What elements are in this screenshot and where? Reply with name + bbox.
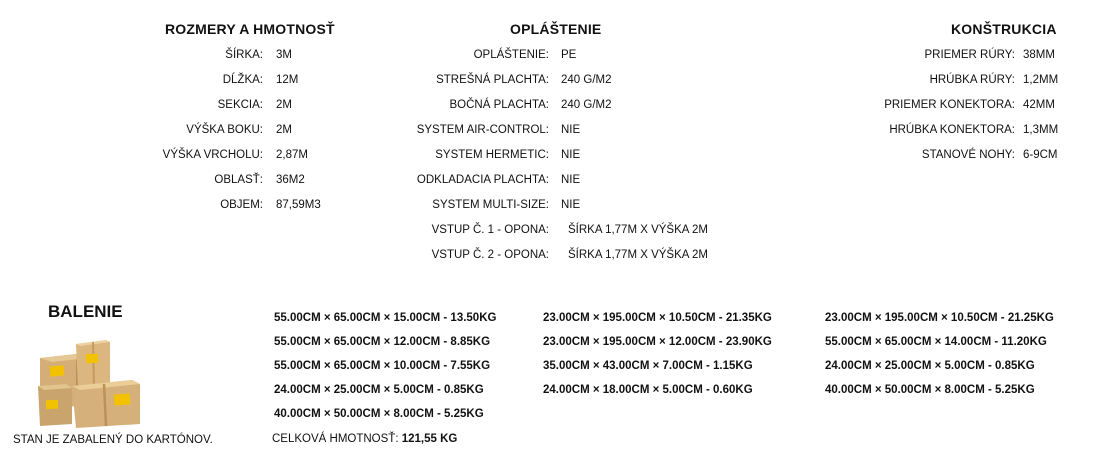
package-item: 55.00CM × 65.00CM × 10.00CM - 7.55KG [274, 360, 491, 372]
konstrukcia-row [0, 47, 1108, 63]
rozmery-row-value: 3M [276, 49, 292, 61]
rozmery-title: ROZMERY A HMOTNOSŤ [165, 21, 335, 37]
package-item: 55.00CM × 65.00CM × 15.00CM - 13.50KG [274, 312, 497, 324]
package-item: 23.00CM × 195.00CM × 10.50CM - 21.35KG [543, 312, 772, 324]
rozmery-row-label: VÝŠKA VRCHOLU: [162, 149, 263, 161]
konstrukcia-row [0, 147, 1108, 163]
package-item: 55.00CM × 65.00CM × 12.00CM - 8.85KG [274, 336, 491, 348]
oplastenie-row-value: NIE [561, 199, 581, 211]
oplastenie-row-label: SYSTEM HERMETIC: [435, 149, 549, 161]
konstrukcia-row-label: HRÚBKA RÚRY: [929, 74, 1015, 86]
oplastenie-title: OPLÁŠTENIE [510, 21, 602, 37]
konstrukcia-row [0, 72, 1108, 88]
oplastenie-row-value: 240 G/M2 [561, 74, 612, 86]
oplastenie-row-value: ŠÍRKA 1,77M X VÝŠKA 2M [568, 249, 708, 261]
oplastenie-row-label: OPLÁŠTENIE: [473, 49, 549, 61]
konstrukcia-row-label: PRIEMER KONEKTORA: [884, 99, 1015, 111]
rozmery-row-value: 87,59M3 [276, 199, 321, 211]
oplastenie-row-value: NIE [561, 174, 581, 186]
package-item: 55.00CM × 65.00CM × 14.00CM - 11.20KG [825, 336, 1047, 348]
oplastenie-row [0, 247, 1108, 263]
oplastenie-row-label: VSTUP Č. 1 - OPONA: [431, 224, 549, 236]
konstrukcia-row-label: STANOVÉ NOHY: [921, 149, 1015, 161]
konstrukcia-row-label: HRÚBKA KONEKTORA: [889, 124, 1015, 136]
total-weight [272, 433, 457, 445]
oplastenie-row [0, 197, 1108, 213]
rozmery-row-value: 2M [276, 124, 292, 136]
konstrukcia-row-label: PRIEMER RÚRY: [924, 49, 1015, 61]
konstrukcia-row-value: 1,3MM [1023, 124, 1059, 136]
total-weight-value: 121,55 KG [401, 433, 458, 445]
konstrukcia-row [0, 97, 1108, 113]
package-item: 40.00CM × 50.00CM × 8.00CM - 5.25KG [825, 384, 1035, 396]
package-item: 24.00CM × 25.00CM × 5.00CM - 0.85KG [274, 384, 484, 396]
konstrukcia-row-value: 6-9CM [1023, 149, 1058, 161]
package-item: 40.00CM × 50.00CM × 8.00CM - 5.25KG [274, 408, 484, 420]
rozmery-row-value: 36M2 [276, 174, 305, 186]
rozmery-row-label: OBLASŤ: [214, 174, 263, 186]
oplastenie-row-value: ŠÍRKA 1,77M X VÝŠKA 2M [568, 224, 708, 236]
oplastenie-row-label: BOČNÁ PLACHTA: [449, 99, 549, 111]
oplastenie-row-label: SYSTEM MULTI-SIZE: [432, 199, 549, 211]
rozmery-row-value: 2,87M [276, 149, 308, 161]
konstrukcia-row [0, 122, 1108, 138]
oplastenie-row-value: 240 G/M2 [561, 99, 612, 111]
oplastenie-row-label: STREŠNÁ PLACHTA: [436, 74, 549, 86]
package-item: 24.00CM × 25.00CM × 5.00CM - 0.85KG [825, 360, 1035, 372]
konstrukcia-row-value: 1,2MM [1023, 74, 1059, 86]
cardboard-boxes-icon [36, 336, 146, 431]
oplastenie-row-label: SYSTEM AIR-CONTROL: [416, 124, 549, 136]
balenie-title: BALENIE [48, 302, 123, 321]
rozmery-row-label: ŠÍRKA: [225, 49, 263, 61]
total-weight-label: CELKOVÁ HMOTNOSŤ: [272, 433, 399, 445]
oplastenie-row [0, 172, 1108, 188]
oplastenie-row [0, 222, 1108, 238]
konstrukcia-title: KONŠTRUKCIA [951, 21, 1057, 37]
rozmery-row-label: VÝŠKA BOKU: [186, 124, 263, 136]
packaging-note: STAN JE ZABALENÝ DO KARTÓNOV. [13, 434, 213, 446]
oplastenie-row-label: ODKLADACIA PLACHTA: [416, 174, 549, 186]
package-item: 24.00CM × 18.00CM × 5.00CM - 0.60KG [543, 384, 753, 396]
oplastenie-row-label: VSTUP Č. 2 - OPONA: [431, 249, 549, 261]
oplastenie-row-value: NIE [561, 124, 581, 136]
rozmery-row-label: DĹŽKA: [222, 74, 263, 86]
konstrukcia-row-value: 38MM [1023, 49, 1055, 61]
rozmery-row-value: 2M [276, 99, 292, 111]
oplastenie-row-value: NIE [561, 149, 581, 161]
package-item: 35.00CM × 43.00CM × 7.00CM - 1.15KG [543, 360, 753, 372]
rozmery-row-label: OBJEM: [220, 199, 263, 211]
package-item: 23.00CM × 195.00CM × 12.00CM - 23.90KG [543, 336, 772, 348]
rozmery-row-value: 12M [276, 74, 299, 86]
oplastenie-row-value: PE [561, 49, 577, 61]
rozmery-row-label: SEKCIA: [217, 99, 263, 111]
package-item: 23.00CM × 195.00CM × 10.50CM - 21.25KG [825, 312, 1054, 324]
konstrukcia-row-value: 42MM [1023, 99, 1055, 111]
